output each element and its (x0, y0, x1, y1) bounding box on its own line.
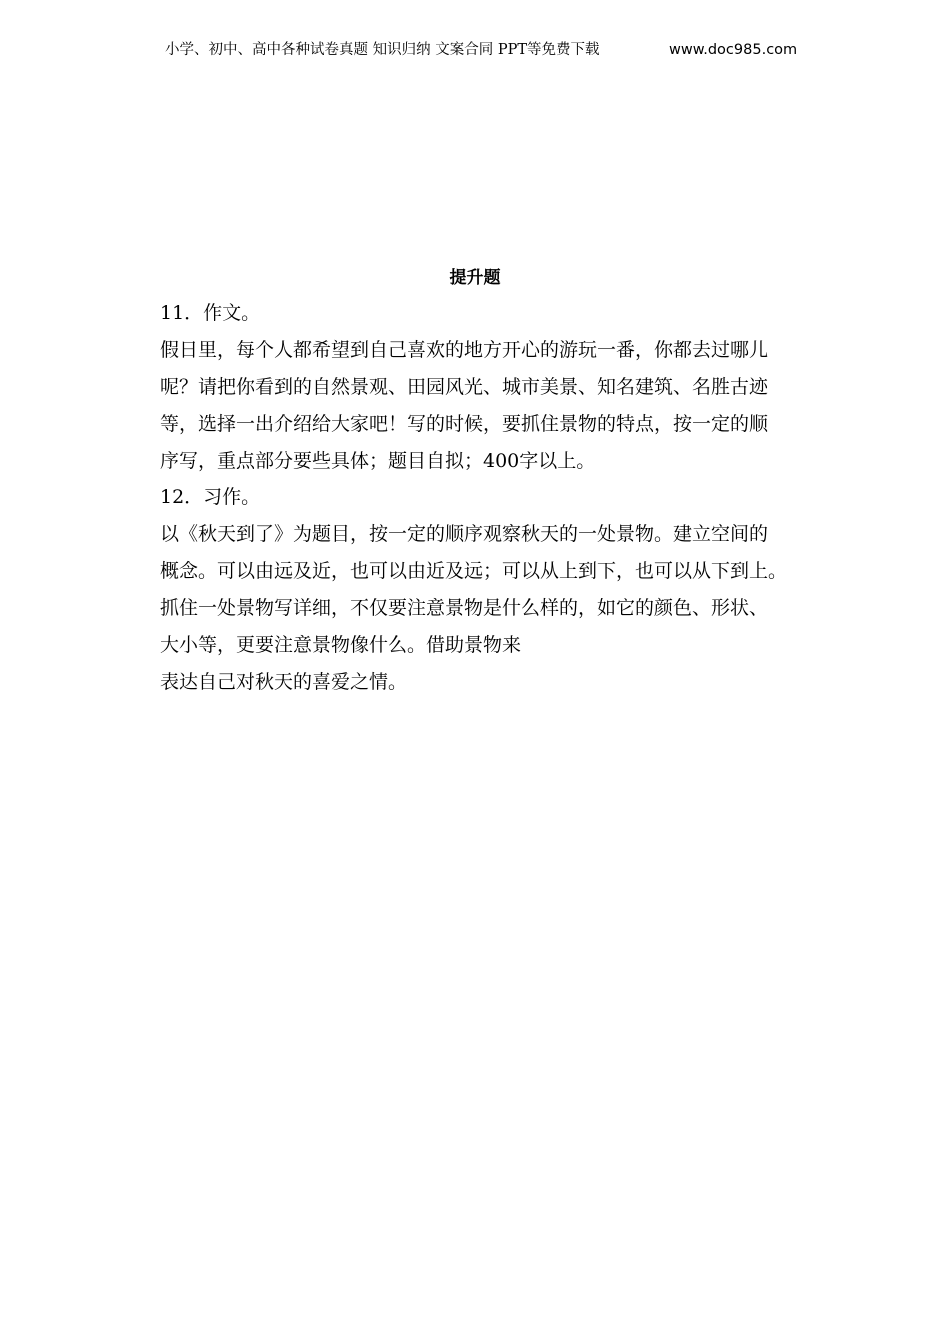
question-line: 等，选择一出介绍给大家吧！写的时候，要抓住景物的特点，按一定的顺 (160, 412, 769, 435)
question-line: 表达自己对秋天的喜爱之情。 (160, 670, 408, 693)
question-line: 呢？请把你看到的自然景观、田园风光、城市美景、知名建筑、名胜古迹 (160, 375, 769, 398)
question-heading: 12．习作。 (160, 486, 261, 509)
document-body (160, 295, 920, 701)
question-line: 以《秋天到了》为题目，按一定的顺序观察秋天的一处景物。建立空间的 (160, 523, 769, 546)
header-text: 小学、初中、高中各种试卷真题 知识归纳 文案合同 PPT等免费下载 (165, 42, 600, 58)
question-12 (160, 479, 920, 700)
section-title: 提升题 (449, 268, 501, 288)
question-heading: 11．作文。 (160, 302, 261, 324)
question-line: 概念。可以由远及近，也可以由近及远；可以从上到下，也可以从下到上。 (160, 560, 788, 583)
question-line: 序写，重点部分要些具体；题目自拟；400字以上。 (160, 449, 596, 472)
question-line: 抓住一处景物写详细，不仅要注意景物是什么样的，如它的颜色、形状、 (160, 597, 769, 620)
question-line: 假日里，每个人都希望到自己喜欢的地方开心的游玩一番，你都去过哪儿 (160, 338, 769, 361)
question-11 (160, 295, 920, 479)
question-line: 大小等，更要注意景物像什么。借助景物来 (160, 634, 522, 657)
header-url: www.doc985.com (669, 42, 798, 58)
